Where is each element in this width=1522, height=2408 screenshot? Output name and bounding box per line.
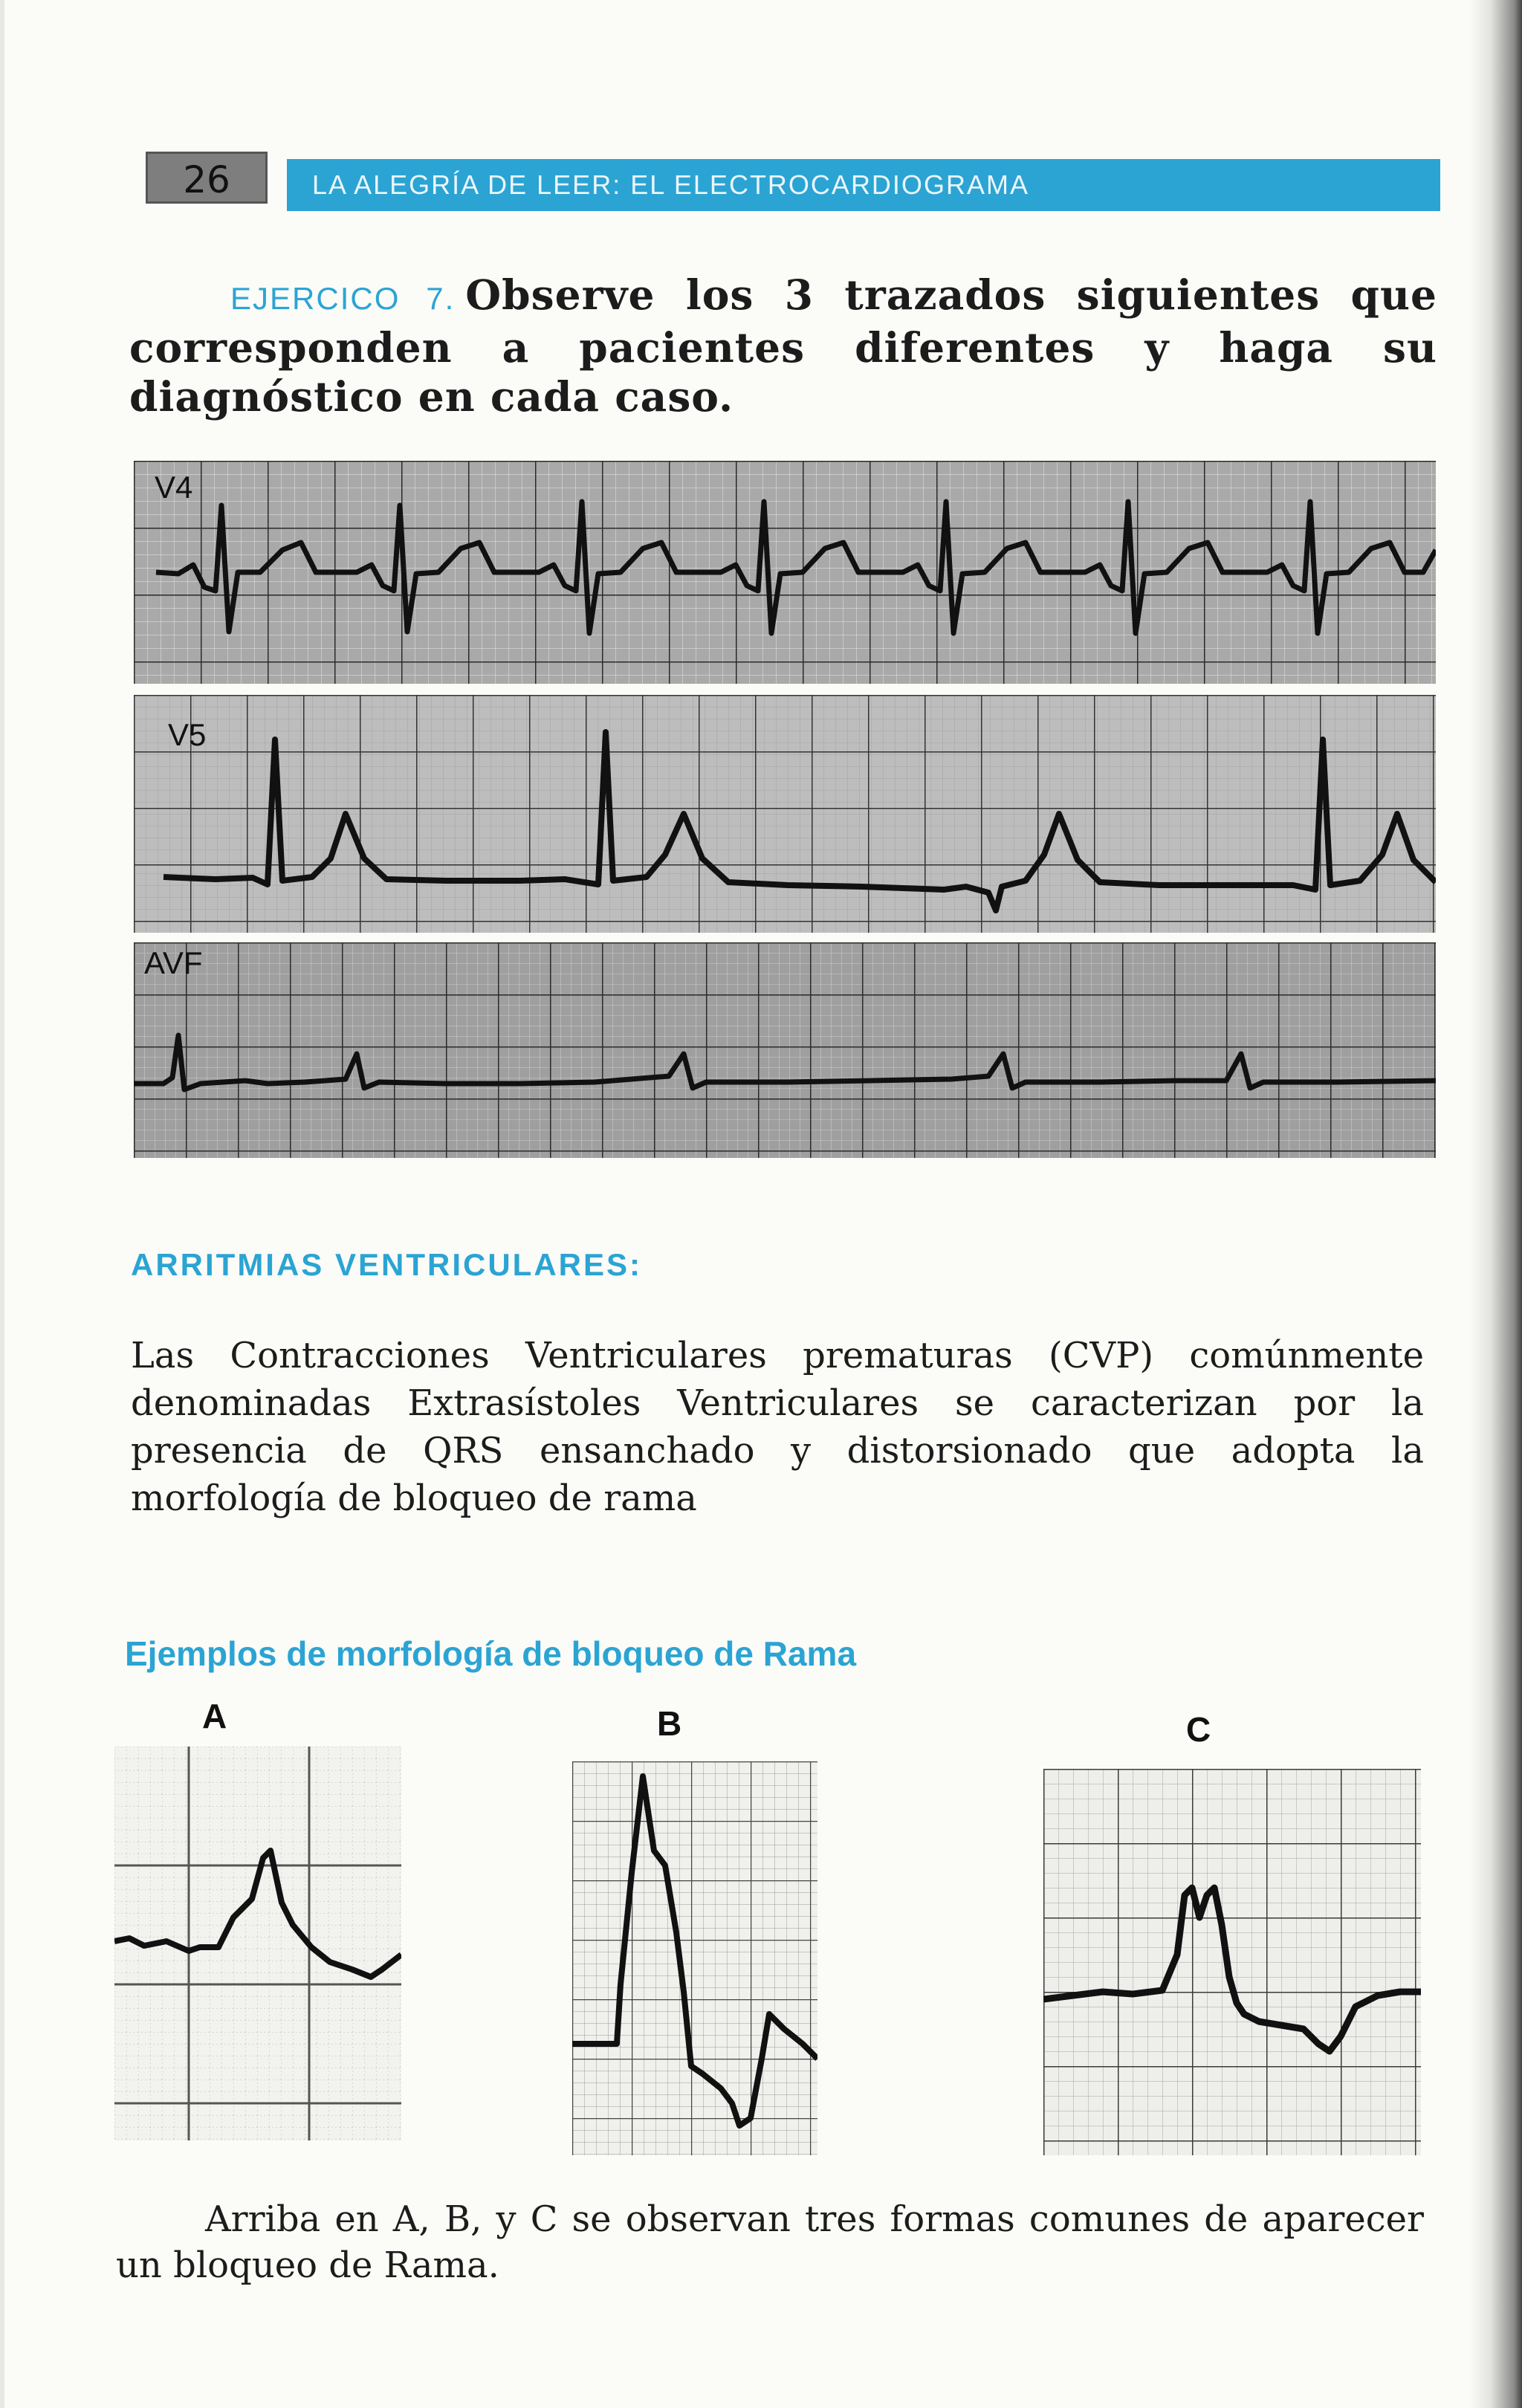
ecg-trace-v4 [134,461,1436,684]
morphology-trace-a [114,1747,401,2140]
morphology-trace-b [572,1761,817,2155]
ecg-strip-v4 [134,461,1436,684]
lead-label-avf: AVF [144,945,203,980]
morphology-panel-b [572,1761,817,2155]
figure-caption: Arriba en A, B, y C se observan tres formas comunes de aparecer un bloqueo de Rama. [116,2198,1424,2286]
panel-letter-b: B [657,1704,682,1743]
examples-title: Ejemplos de morfología de bloqueo de Rama [125,1634,857,1673]
exercise-label: EJERCICO 7. [230,281,456,316]
ecg-trace-v5 [134,695,1436,933]
page-left-edge [0,0,4,2408]
lead-label-v5: V5 [168,717,207,752]
page-header [146,152,1440,214]
panel-letter-c: C [1186,1710,1211,1749]
exercise-text: Observe los 3 trazados siguientes que corresponden a pacientes diferentes y haga su diagnóstico en cada caso. [129,271,1437,421]
binding-shadow [1470,0,1522,2408]
morphology-trace-c [1043,1769,1421,2155]
ecg-trace-avf [134,942,1436,1158]
morphology-panel-a [114,1747,401,2140]
section-paragraph: Las Contracciones Ventriculares prematuras (CVP) comúnmente denominadas Extrasístoles Ventriculares se caracterizan por la presencia de QRS ensanchado y distorsionado que adopta la morfología de bloqueo de rama [131,1335,1424,1519]
section-title-arritmias: ARRITMIAS VENTRICULARES: [131,1247,642,1282]
ecg-strip-v5 [134,695,1436,933]
exercise-7 [129,271,1437,421]
page-number: 26 [146,152,268,204]
panel-letter-a: A [202,1697,227,1735]
lead-label-v4: V4 [155,470,193,505]
morphology-panel-c [1043,1769,1421,2155]
running-header: LA ALEGRÍA DE LEER: EL ELECTROCARDIOGRAMA [287,159,1440,211]
ecg-strip-avf [134,942,1436,1158]
